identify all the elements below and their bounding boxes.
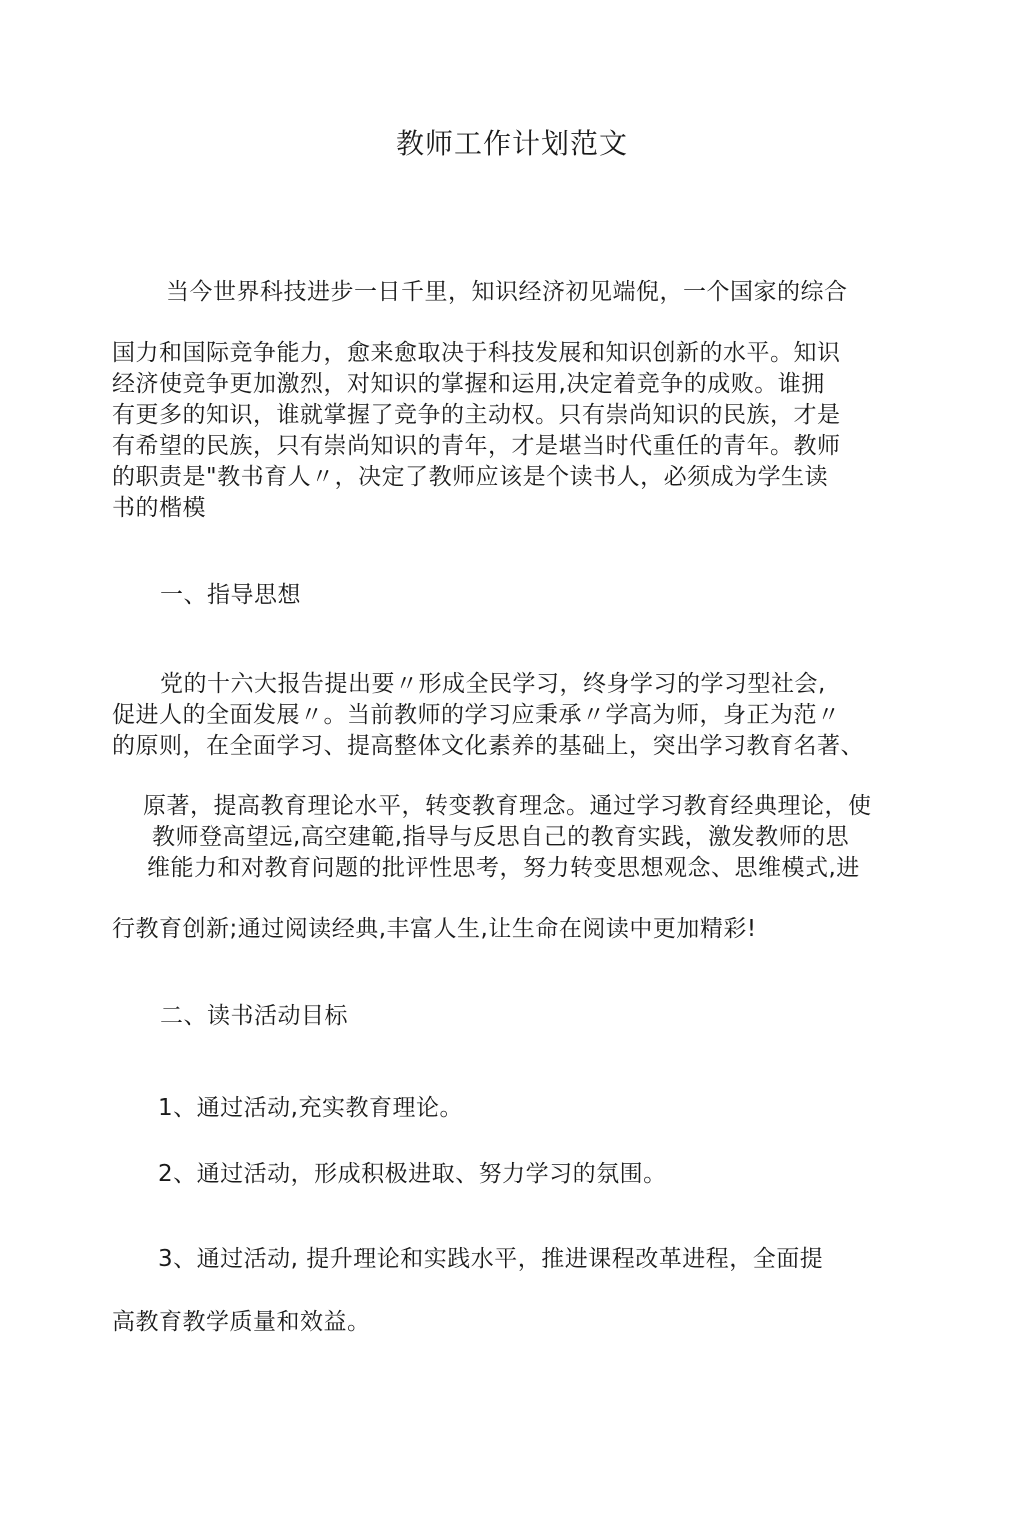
intro-line-3: 经济使竞争更加激烈，对知识的掌握和运用,决定着竞争的成败。谁拥 <box>112 371 825 397</box>
section2-item-2: 2、通过活动，形成积极进取、努力学习的氛围。 <box>158 1161 667 1187</box>
section2-item-3: 3、通过活动, 提升理论和实践水平，推进课程改革进程，全面提 <box>158 1246 824 1272</box>
section1-line-1: 党的十六大报告提出要〃形成全民学习，终身学习的学习型社会, <box>160 671 826 697</box>
section1-line-6: 维能力和对教育问题的批评性思考，努力转变思想观念、思维模式,进 <box>147 855 860 881</box>
intro-line-4: 有更多的知识，谁就掌握了竞争的主动权。只有崇尚知识的民族，才是 <box>112 402 841 428</box>
section1-line-4: 原著，提高教育理论水平，转变教育理念。通过学习教育经典理论，使 <box>143 793 872 819</box>
intro-line-7: 书的楷模 <box>112 495 206 521</box>
document-title: 教师工作计划范文 <box>395 127 628 160</box>
section1-line-2: 促进人的全面发展〃。当前教师的学习应秉承〃学高为师，身正为范〃 <box>112 702 841 728</box>
section1-line-7: 行教育创新;通过阅读经典,丰富人生,让生命在阅读中更加精彩! <box>112 916 757 942</box>
intro-line-2: 国力和国际竞争能力，愈来愈取决于科技发展和知识创新的水平。知识 <box>112 340 841 366</box>
section1-heading: 一、指导思想 <box>160 582 301 608</box>
section1-line-5: 教师登高望远,高空建範,指导与反思自己的教育实践，激发教师的思 <box>152 824 850 850</box>
section2-item-1: 1、通过活动,充实教育理论。 <box>158 1095 463 1121</box>
section2-heading: 二、读书活动目标 <box>160 1003 348 1029</box>
section2-item-3-cont: 高教育教学质量和效益。 <box>112 1309 371 1335</box>
intro-line-6: 的职责是"教书育人〃，决定了教师应该是个读书人，必须成为学生读 <box>112 464 829 490</box>
intro-line-5: 有希望的民族，只有崇尚知识的青年，才是堪当时代重任的青年。教师 <box>112 433 841 459</box>
section1-line-3: 的原则，在全面学习、提高整体文化素养的基础上，突出学习教育名著、 <box>112 733 864 759</box>
intro-line-1: 当今世界科技进步一日千里，知识经济初见端倪，一个国家的综合 <box>166 279 848 305</box>
